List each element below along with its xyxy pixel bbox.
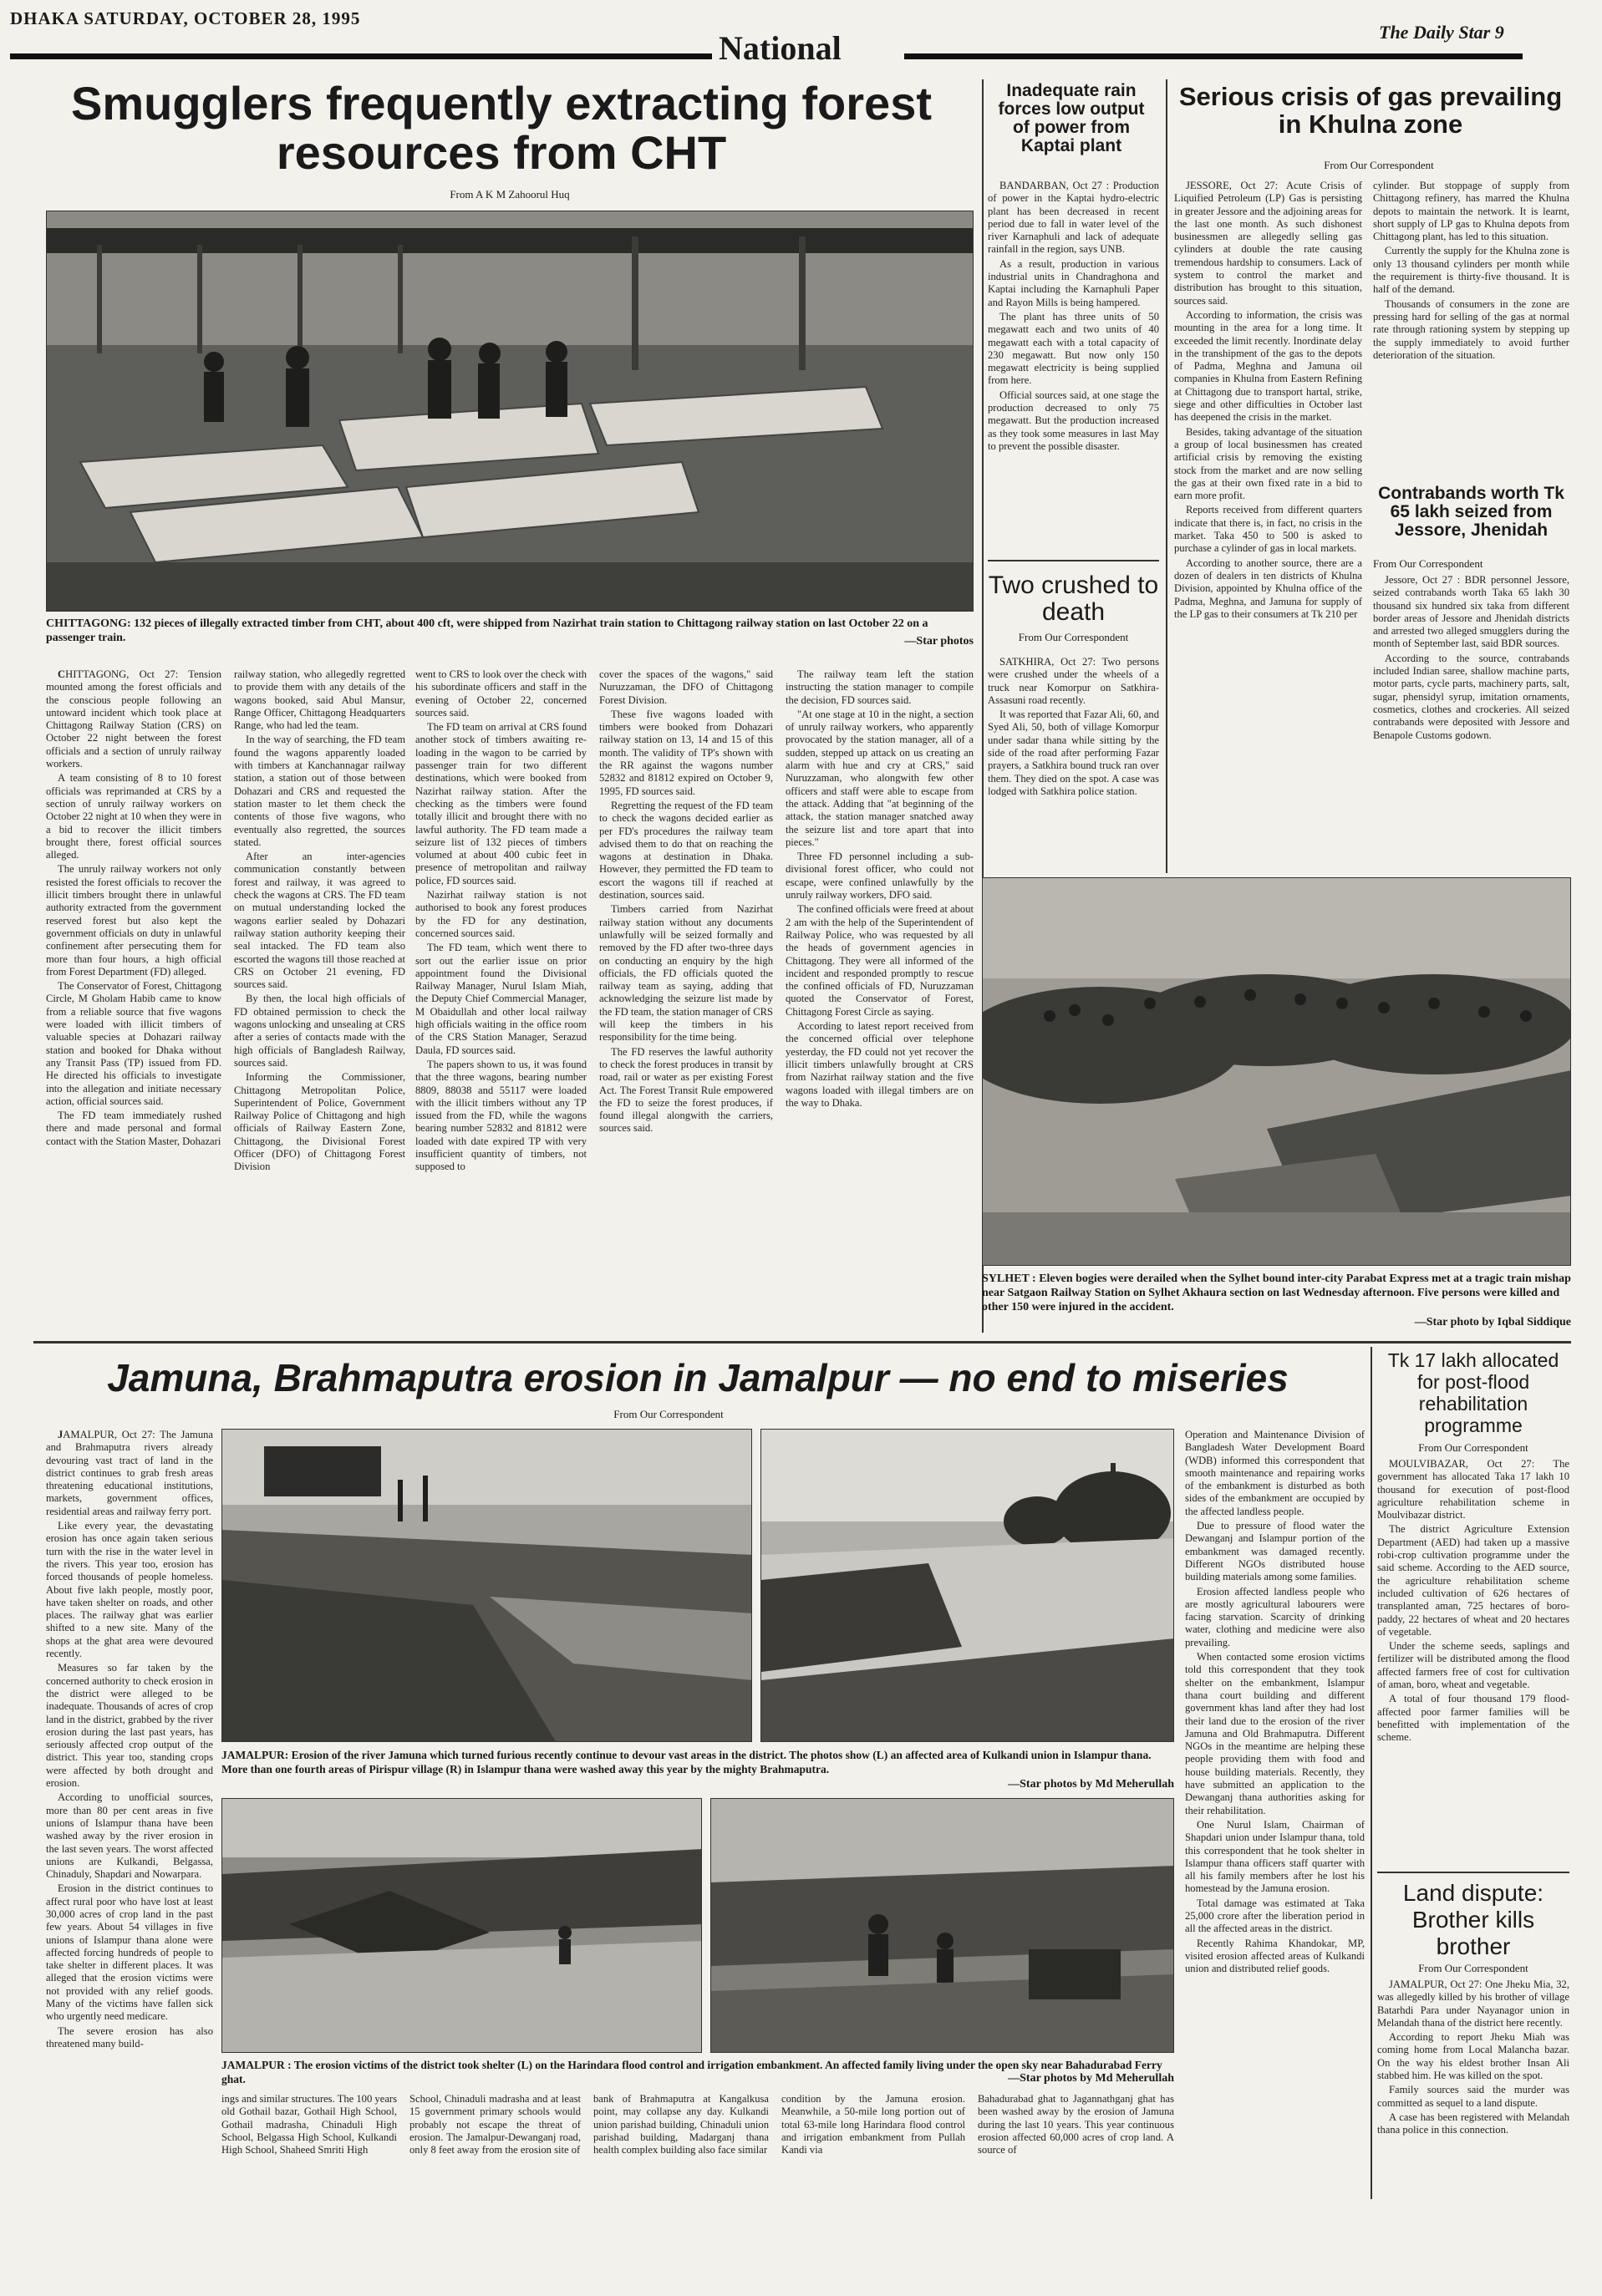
jamuna-column-1	[46, 1429, 213, 2197]
paragraph: Thousands of consumers in the zone are pressing hard for selling of the gas at normal rate through rationing system by stepping up the supply immediately to avoid further deterioration of the situation.	[1373, 297, 1569, 361]
paragraph: JAMALPUR, Oct 27: One Jheku Mia, 32, was allegedly killed by his brother of village Batarhdi Para under Nayanagor union in Melandah thana of the district here recently.	[1377, 1979, 1569, 2029]
paragraph: The FD team, which went there to sort out the earlier issue on prior appointment found the Divisional Railway Manager, Nurul Islam Miah, the Deputy Chief Commercial Manager, M Obaidullah and other local railway high officials waiting in the office room of the CRS Station Manager, Serazud Daula, FD sources said.	[415, 942, 587, 1056]
paragraph: Operation and Maintenance Division of Bangladesh Water Development Board (WDB) informed this correspondent that smooth maintenance and repairing works of the embankment is disturbed as both sides of the embankment are occupied by the affected landless people.	[1185, 1429, 1365, 1517]
paragraph: Measures so far taken by the concerned authority to check erosion in the district were alleged to be inadequate. Thousands of acres of crop land in the district, grabbed by the river erosion during the last past years, has seriously affected crop output of the district. This year too, standing crops were affected by both drought and erosion.	[46, 1662, 213, 1790]
paragraph: According to report Jheku Miah was coming home from Local Malancha bazar. On the way his eldest brother Insan Ali stabbed him. He was killed on the spot.	[1377, 2031, 1569, 2082]
cht-column-2	[234, 668, 405, 1328]
jamuna-credit-2: —Star photos by Md Meherullah	[1008, 2072, 1174, 2085]
column-rule	[1166, 79, 1167, 873]
paragraph: According to unofficial sources, more than 80 per cent areas in five unions of Islampur thana have been washed away by the river erosion in the last seven years. The worst affected unions are Kulkandi, Belgassa, Chinaduly, Shapdari and Nowarpara.	[46, 1791, 213, 1881]
paragraph: One Nurul Islam, Chairman of Shapdari union under Islampur thana, told this correspondent that he took shelter in Islampur thana officers staff quarter with all his family members after he lost his homestead by the Jamuna erosion.	[1185, 1818, 1365, 1895]
paragraph: A case has been registered with Melandah thana police in this connection.	[1377, 2111, 1569, 2136]
paragraph: CHITTAGONG, Oct 27: Tension mounted among the forest officials and the conscious people following an untoward incident which took place at Chittagong Railway Station (CRS) on October 22 night between the forest officials and a section of unruly railway workers.	[46, 668, 221, 770]
paragraph: Erosion in the district continues to affect rural poor who have lost at least 30,000 acres of crop land in the past few years. About 54 villages in five unions of Islampur thana alone were affected forcing hundreds of people to take shelter in different places. It was alleged that the erosion victims were not provided with any relief goods. Many of the victims have fallen sick who urgently need medicare.	[46, 1882, 213, 2023]
paragraph: ings and similar structures. The 100 years old Gothail bazar, Gothail High School, Gothail madrasha, Chinaduli High School, Belgassa High School, Kulkandi High School, Shaheed Smriti High	[221, 2093, 397, 2156]
paragraph: These five wagons loaded with timbers were booked from Dohazari railway station on 13, 14 and 15 of this month. The validity of TP's shown with the RR against the wagons number 52832 and 81812 expired on October 9, 1995, FD sources said.	[599, 708, 773, 797]
cht-byline: From A K M Zahoorul Huq	[450, 188, 570, 201]
paragraph: The FD reserves the lawful authority to check the forest produces in transit by road, rail or water as per existing Forest Act. The Forest Transit Rule empowered the FD to seize the forest produces, if found illegal alongwith the carriers, sources said.	[599, 1045, 773, 1135]
embankment-shelter-photo	[221, 1798, 702, 2053]
paragraph: Erosion affected landless people who are mostly agricultural labourers were facing starvation. Scarcity of drinking water, clothing and medicine were also prevailing.	[1185, 1585, 1365, 1648]
paragraph: It was reported that Fazar Ali, 60, and Syed Ali, 50, both of village Komorpur under sadar thana while sitting by the side of the road after performing Fazar prayers, a Satkhira bound truck ran over them. They died on the spot. A case was lodged with Satkhira police station.	[988, 709, 1159, 797]
paragraph: JESSORE, Oct 27: Acute Crisis of Liquified Petroleum (LP) Gas is persisting in greater Jessore and the adjoining areas for the last one month. As such dishonest businessmen are allegedly selling gas cylinders at double the rate causing tremendous hardship to consumers. Lack of system to control the market and distribution has brought to this situation, sources said.	[1174, 180, 1362, 307]
paragraph: SATKHIRA, Oct 27: Two persons were crushed under the wheels of a truck near Komorpur on Satkhira-Assasuni road recently.	[988, 656, 1159, 706]
paragraph: The unruly railway workers not only resisted the forest officials to recover the illicit timbers brought there in unlawful authority extracted from the government reserved forest but also kept the government officials on duty in unlawful confinement after persecuting them for more than four hours, a high official from Forest Department (FD) alleged.	[46, 863, 221, 978]
cht-column-1	[46, 668, 221, 1328]
kaptai-body	[988, 180, 1159, 564]
jamuna-column-right	[1185, 1429, 1365, 2197]
sylhet-train-photo	[982, 877, 1571, 1266]
jamuna-credit-1: —Star photos by Md Meherullah	[1008, 1778, 1174, 1791]
paragraph: According to information, the crisis was mounting in the area for a long time. It exceeded the limit recently. Inordinate delay in the transhipment of the gas to the depots of Padma, Meghna and Jamuna oil companies in Khulna from Eastern Refining at Chittagong due to transport hartal, strike, siege and other difficulties in October last has deepened the crisis in the market.	[1174, 308, 1362, 424]
paragraph: condition by the Jamuna erosion. Meanwhile, a 50-mile long portion out of total 63-mile long Harindara flood control and irrigation embankment from Pullah Kandi via	[781, 2093, 965, 2156]
cht-timber-photo	[46, 211, 974, 612]
paragraph: The railway team left the station instructing the station manager to compile the decision, FD sources said.	[786, 668, 974, 706]
cht-credit: —Star photos	[904, 635, 974, 648]
paper-name: The Daily Star 9	[1379, 22, 1504, 43]
paragraph: Like every year, the devastating erosion has once again taken serious turn with the rise in the water level in the rivers. This year too, erosion has forced thousands of people homeless. About five lakh people, mostly poor, have taken shelter on roads, and other places. The railway ghat was earlier shifted to a new site. Many of the shops at the ghat area were devoured recently.	[46, 1520, 213, 1660]
paragraph: The papers shown to us, it was found that the three wagons, bearing number 8809, 88038 and 55117 were loaded with the illicit timbers without any TP issued from the FD, while the wagons bearing number 52832 and 81812 were loaded with date expired TP with very insufficient quantity of timbers, not supposed to	[415, 1058, 587, 1173]
cht-column-5	[786, 668, 974, 1328]
paragraph: Nazirhat railway station is not authorised to book any forest produces by the FD for any destination, concerned sources said.	[415, 889, 587, 939]
section-divider	[33, 1341, 1571, 1344]
gas-headline: Serious crisis of gas prevailing in Khulna zone	[1178, 82, 1563, 139]
kulkandi-erosion-photo	[221, 1429, 752, 1742]
crushed-byline: From Our Correspondent	[1018, 631, 1129, 643]
land-byline: From Our Correspondent	[1418, 1962, 1528, 1974]
gas-byline: From Our Correspondent	[1324, 159, 1434, 171]
contraband-body	[1373, 574, 1569, 871]
paragraph: A total of four thousand 179 flood-affected poor farmer families will be benefitted with implementation of the scheme.	[1377, 1693, 1569, 1744]
paragraph: In the way of searching, the FD team found the wagons apparently loaded with timbers at Kanchannagar railway station, a station out of those between Dohazari and CRS and requested the station master to let them check the contents of those five wagons, who eventually also regretted, the sources stated.	[234, 734, 405, 848]
paragraph: railway station, who allegedly regretted to provide them with any details of the wagons booked, said Abul Mansur, Range Officer, Chittagong Headquarters Range, who had led the team.	[234, 668, 405, 732]
jamuna-caption-1: JAMALPUR: Erosion of the river Jamuna which turned furious recently continue to devour vast areas in the district. The photos show (L) an affected area of Kulkandi union in Islampur thana. More than one fourth areas of Pirispur village (R) in Islampur thana were washed away this year by the mighty Brahmaputra.	[221, 1749, 1152, 1775]
paragraph: As a result, production in various industrial units in Chandraghona and Kaptai including the Karnaphuli Paper and Rayon Mills is being hampered.	[988, 257, 1159, 308]
paragraph: JAMALPUR, Oct 27: The Jamuna and Brahmaputra rivers already devouring vast tract of land in the district continues to grab fresh areas threatening educational institutions, markets, government offices, residential areas and railway ferry port.	[46, 1429, 213, 1517]
rehab-body	[1377, 1458, 1569, 1863]
paragraph: cylinder. But stoppage of supply from Chittagong refinery, has marred the Khulna depots to maintain the network. It is learnt, short supply of LP gas to Khulna depots from Chittagong plant, has led to this situation.	[1373, 180, 1569, 243]
paragraph: The district Agriculture Extension Department (AED) had taken up a massive robi-crop cultivation programme under the said scheme. According to the AED source, the agriculture rehabilitation scheme included cultivation of 626 hectares of transplanted aman, 725 hectares of boro-paddy, 22 hectares of wheat and 20 hectares of vegetable.	[1377, 1523, 1569, 1638]
paragraph: Timbers carried from Nazirhat railway station without any documents unlawfully will be seized formally and removed by the FD after two-three days on conducting an enquiry by the high officials, the FD officials quoted the railway team as saying, adding that acknowledging the seizure list made by the FD team, the station manager of CRS will keep the timbers in his responsibility for the time being.	[599, 903, 773, 1044]
cht-column-3	[415, 668, 587, 1328]
paragraph: Due to pressure of flood water the Dewanganj and Islampur portion of the embankment was damaged recently. Different NGOs distributed house building materials among some families.	[1185, 1520, 1365, 1583]
open-sky-family-photo	[710, 1798, 1174, 2053]
paragraph: Bahadurabad ghat to Jagannathganj ghat has been washed away by the erosion of Jamuna during the last 10 years. This year continuous erosion affected 60,000 acres of crop land. A source of	[978, 2093, 1174, 2156]
paragraph: Regretting the request of the FD team to check the wagons decided earlier as per FD's procedures the railway team advised them to do that on reaching the wagons at destination in Dhaka. However, they permitted the FD team to escort the wagons till if reached at destination, sources said.	[599, 799, 773, 902]
paragraph: According to the source, contrabands included Indian saree, shallow machine parts, motor parts, cycle parts, machinery parts, salt, sugar, phensidyl syrup, imitation ornaments, cosmetics, clothes and crockeries. All seized contrabands were deposited with Jessore and Benapole Customs godown.	[1373, 652, 1569, 741]
paragraph: According to latest report received from the concerned official over telephone yesterday, the FD could not yet recover the illicit timbers unlawfully brought at CRS from Nazirhat railway station and the five wagons loaded with illegal timbers are on the way to Dhaka.	[786, 1020, 974, 1109]
paragraph: "At one stage at 10 in the night, a section of unruly railway workers, who apparently provocated by the station manager, all of a sudden, stepped up attack on us creating an alarm with hue and cry at CRS," said Nuruzzaman, who alongwith few other officers and staff were able to escape from the attack. Adding that "at beginning of the attack, the station manager snatched away the seizure list and tore apart that into pieces."	[786, 708, 974, 848]
paragraph: The severe erosion has also threatened many build-	[46, 2024, 213, 2050]
section-rule-right	[904, 53, 1523, 59]
paragraph: Under the scheme seeds, saplings and fertilizer will be distributed among the flood affected farmers free of cost for cultivation of aman, boro, wheat and vegetable.	[1377, 1640, 1569, 1691]
rehab-byline: From Our Correspondent	[1418, 1441, 1528, 1454]
sylhet-credit: —Star photo by Iqbal Siddique	[1414, 1316, 1571, 1328]
paragraph: The Conservator of Forest, Chittagong Circle, M Gholam Habib came to know from a reliable source that five wagons were loaded with illicit timbers of valuable species at Dohazari railway station and booked for Dhaka without any Transit Pass (TP) issued from FD. He directed his officials to investigate into the allegation and initiate necessary action, official sources said.	[46, 980, 221, 1107]
gas-column-1	[1174, 180, 1362, 869]
paragraph: Currently the supply for the Khulna zone is only 13 thousand cylinders per month while the requirement is thirty-five thousand. It is half of the demand.	[1373, 245, 1569, 296]
section-title: National	[719, 29, 842, 67]
jamuna-bottom-1	[221, 2093, 397, 2185]
paragraph: bank of Brahmaputra at Kangalkusa point, may collapse any day. Kulkandi union parishad building, Chinaduli union parishad building, Madarganj thana health complex building also face similar	[593, 2093, 769, 2156]
paragraph: The FD team immediately rushed there and made personal and formal contact with the Station Master, Dohazari	[46, 1110, 221, 1147]
sylhet-caption: SYLHET : Eleven bogies were derailed when the Sylhet bound inter-city Parabat Express met at a tragic train mishap near Satgaon Railway Station on Sylhet Akhaura section on last Wednesday afternoon. Five persons were killed and other 150 were injured in the accident.	[982, 1272, 1571, 1313]
paragraph: The FD team on arrival at CRS found another stock of timbers awaiting re-loading in the wagon to be carried by passenger train for two different destinations, which were booked from Nazirhat railway station. After the checking as the timbers were found totally illicit and brought there with no lawful authority. The FD team made a seizure list of 132 pieces of timbers volumed at about 400 cubic feet in presence of metropolitan and railway police, FD sources said.	[415, 721, 587, 886]
cht-headline: Smugglers frequently extracting forest resources from CHT	[70, 77, 932, 179]
jamuna-headline: Jamuna, Brahmaputra erosion in Jamalpur — no end to miseries	[107, 1356, 1289, 1399]
cht-caption: CHITTAGONG: 132 pieces of illegally extracted timber from CHT, about 400 cft, were shipped from Nazirhat train station to Chittagong railway station on last October 22 on a passenger train.	[46, 617, 928, 644]
land-headline: Land dispute: Brother kills brother	[1402, 1880, 1544, 1959]
paragraph: Besides, taking advantage of the situation a group of local businessmen has created artificial crisis by removing the existing stock from the market and are now selling the gas at their own fixed rate in a bid to earn more profit.	[1174, 425, 1362, 502]
paragraph: Jessore, Oct 27 : BDR personnel Jessore, seized contrabands worth Taka 65 lakh 30 thousand six hundred six taka from different border areas of Jessore and Jhenidah districts and arrested two alleged smugglers during the month of September last, said BDR sources.	[1373, 574, 1569, 650]
jamuna-bottom-2	[409, 2093, 581, 2185]
section-rule-left	[10, 53, 712, 59]
gas-column-2	[1373, 180, 1569, 522]
crushed-headline: Two crushed to death	[988, 571, 1159, 626]
land-body	[1377, 1979, 1569, 2197]
contraband-headline: Contrabands worth Tk 65 lakh seized from Jessore, Jhenidah	[1378, 484, 1564, 541]
paragraph: went to CRS to look over the check with his subordinate officers and staff in the evening of October 22, concerned sources said.	[415, 668, 587, 719]
paragraph: Official sources said, at one stage the production decreased to only 75 megawatt. But the production increased as they took some measures in last May to prevent the possible disaster.	[988, 389, 1159, 452]
paragraph: Reports received from different quarters indicate that there is, in fact, no crisis in the market. Taka 450 to 500 is asked to purchase a cylinder of gas in local markets.	[1174, 504, 1362, 555]
crushed-body	[988, 656, 1159, 865]
paragraph: By then, the local high officials of FD obtained permission to check the wagons unlocking and unsealing at CRS after a series of contacts made with the high officials of Bangladesh Railway, sources said.	[234, 993, 405, 1069]
column-rule	[1371, 1347, 1372, 2199]
paragraph: A team consisting of 8 to 10 forest officials was reprimanded at CRS by a section of unruly railway workers on October 22 night at 10 when they were in a bid to recover the illicit timbers brought there, forest official sources alleged.	[46, 772, 221, 861]
jamuna-bottom-4	[781, 2093, 965, 2185]
jamuna-byline: From Our Correspondent	[613, 1408, 724, 1420]
paragraph: BANDARBAN, Oct 27 : Production of power in the Kaptai hydro-electric plant has been decreased in recent period due to fall in water level of the river Karnaphuli and lack of adequate rainfall in the region, says UNB.	[988, 180, 1159, 256]
rehab-headline: Tk 17 lakh allocated for post-flood rehabilitation programme	[1387, 1349, 1559, 1436]
paragraph: Recently Rahima Khandokar, MP, visited erosion affected areas of Kulkandi union and distributed relief goods.	[1185, 1937, 1365, 1975]
cht-column-4	[599, 668, 773, 1328]
paragraph: School, Chinaduli madrasha and at least 15 government primary schools would probably not escape the threat of erosion. The Jamalpur-Dewanganj road, only 8 feet away from the erosion site of	[409, 2093, 581, 2156]
paragraph: Informing the Commissioner, Chittagong Metropolitan Police, Superintendent of Police, Government Railway Police of Chittagong and high officials of Railway Eastern Zone, Chittagong, the Divisional Forest Officer (DFO) of Chittagong Forest Division	[234, 1071, 405, 1173]
jamuna-bottom-3	[593, 2093, 769, 2185]
paragraph: The confined officials were freed at about 2 am with the help of the Superintendent of Railway Police, who was requested by all the heads of government agencies in Chittagong. They were all informed of the incident and responded promptly to rescue the confined officials of FD, Nuruzzaman quoted the Conservator of Forest, Chittagong Forest Circle as saying.	[786, 903, 974, 1018]
contraband-byline: From Our Correspondent	[1373, 557, 1483, 570]
paragraph: cover the spaces of the wagons," said Nuruzzaman, the DFO of Chittagong Forest Division.	[599, 668, 773, 706]
story-rule	[988, 560, 1159, 561]
paragraph: The plant has three units of 50 megawatt each and two units of 40 megawatt each with a total capacity of 230 megawatt. But now only 150 megawatt electricity is being supplied from here.	[988, 310, 1159, 387]
dateline: DHAKA SATURDAY, OCTOBER 28, 1995	[10, 8, 361, 28]
paragraph: According to another source, there are a dozen of dealers in ten districts of Khulna Division, appointed by Khulna office of the Padma, Meghna, and Jamuna for supply of the LP gas to their consumers at Tk 210 per	[1174, 556, 1362, 620]
story-rule	[1377, 1872, 1569, 1873]
paragraph: Three FD personnel including a sub-divisional forest officer, who could not escape, were confined unlawfully by the unruly railway workers, DFO said.	[786, 851, 974, 902]
paragraph: Total damage was estimated at Taka 25,000 crore after the liberation period in all the affected areas in the district.	[1185, 1897, 1365, 1935]
kaptai-headline: Inadequate rain forces low output of power from Kaptai plant	[998, 81, 1145, 156]
paragraph: MOULVIBAZAR, Oct 27: The government has allocated Taka 17 lakh 10 thousand for execution of post-flood agriculture rehabilitation scheme in Moulvibazar district.	[1377, 1458, 1569, 1521]
paragraph: Family sources said the murder was committed as sequel to a land dispute.	[1377, 2084, 1569, 2109]
pirispur-erosion-photo	[760, 1429, 1174, 1742]
jamuna-bottom-5	[978, 2093, 1174, 2185]
jamuna-caption-2: JAMALPUR : The erosion victims of the district took shelter (L) on the Harindara flood control and irrigation embankment. An affected family living under the open sky near Bahadurabad Ferry ghat.	[221, 2059, 1162, 2085]
paragraph: After an inter-agencies communication constantly between forest and railway, it was agreed to check the wagons at CRS. The FD team on mutual understanding locked the wagons earlier sealed by Dohazari railway station authority keeping their seal intacked. The FD team also escorted the wagons till those reached at CRS on October 21 evening, FD sources said.	[234, 851, 405, 991]
paragraph: When contacted some erosion victims told this correspondent that they took shelter on the embankment, Islampur thana court building and different government khas land after they had lost their land due to the erosion of the river Jamuna and Old Brahmaputra. Different NGOs in the meantime are helping these people providing them with food and house building materials. Recently, they have submitted an application to the Dewanganj thana authorities asking for their rehabilitation.	[1185, 1651, 1365, 1816]
